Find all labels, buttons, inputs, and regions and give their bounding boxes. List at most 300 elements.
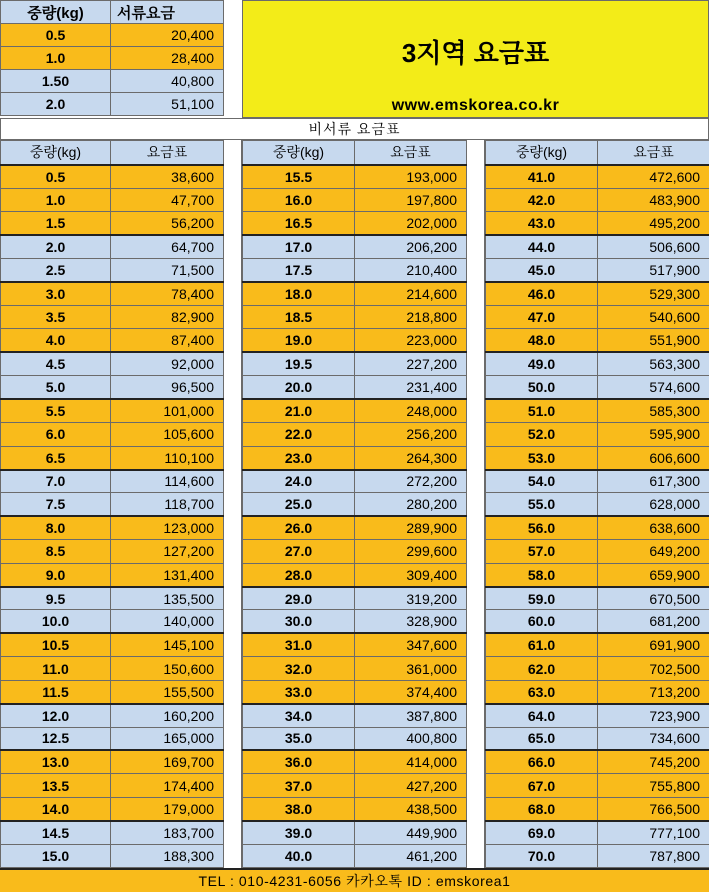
price-cell: 319,200 bbox=[355, 587, 467, 610]
weight-cell: 25.0 bbox=[243, 493, 355, 516]
table-row bbox=[243, 399, 467, 423]
price-cell: 92,000 bbox=[111, 352, 224, 375]
price-cell: 506,600 bbox=[598, 235, 709, 258]
table-row bbox=[486, 188, 709, 212]
weight-cell: 5.5 bbox=[1, 399, 111, 423]
table-row bbox=[486, 493, 709, 516]
table-row bbox=[1, 282, 224, 306]
table-row bbox=[486, 399, 709, 423]
table-row bbox=[1, 774, 224, 798]
price-cell: 374,400 bbox=[355, 680, 467, 704]
table-row bbox=[243, 422, 467, 446]
weight-cell: 5.0 bbox=[1, 376, 111, 399]
weight-cell: 38.0 bbox=[243, 797, 355, 821]
price-cell: 169,700 bbox=[111, 750, 224, 774]
page-title: 3지역 요금표 bbox=[401, 38, 550, 68]
price-cell: 264,300 bbox=[355, 446, 467, 470]
price-cell: 681,200 bbox=[598, 610, 709, 633]
price-cell: 160,200 bbox=[111, 704, 224, 727]
weight-cell: 70.0 bbox=[486, 844, 598, 867]
weight-cell: 9.5 bbox=[1, 587, 111, 610]
table-header-row bbox=[1, 141, 224, 165]
price-cell: 155,500 bbox=[111, 680, 224, 704]
weight-cell: 17.0 bbox=[243, 235, 355, 258]
price-header: 서류요금 bbox=[111, 1, 224, 24]
price-cell: 745,200 bbox=[598, 750, 709, 774]
price-cell: 400,800 bbox=[355, 727, 467, 750]
table-row bbox=[486, 587, 709, 610]
price-cell: 28,400 bbox=[111, 47, 224, 70]
weight-cell: 3.0 bbox=[1, 282, 111, 306]
price-cell: 540,600 bbox=[598, 305, 709, 329]
weight-cell: 66.0 bbox=[486, 750, 598, 774]
table-row bbox=[243, 329, 467, 353]
price-cell: 101,000 bbox=[111, 399, 224, 423]
table-row bbox=[243, 282, 467, 306]
table-header-row bbox=[1, 1, 224, 24]
weight-cell: 42.0 bbox=[486, 188, 598, 212]
weight-cell: 31.0 bbox=[243, 633, 355, 657]
weight-cell: 23.0 bbox=[243, 446, 355, 470]
price-cell: 82,900 bbox=[111, 305, 224, 329]
price-cell: 78,400 bbox=[111, 282, 224, 306]
price-cell: 755,800 bbox=[598, 774, 709, 798]
weight-cell: 13.5 bbox=[1, 774, 111, 798]
price-cell: 585,300 bbox=[598, 399, 709, 423]
table-row bbox=[243, 376, 467, 399]
weight-cell: 6.0 bbox=[1, 422, 111, 446]
table-row bbox=[243, 188, 467, 212]
weight-cell: 44.0 bbox=[486, 235, 598, 258]
weight-cell: 54.0 bbox=[486, 470, 598, 493]
table-row bbox=[243, 774, 467, 798]
weight-cell: 1.50 bbox=[1, 70, 111, 93]
price-cell: 723,900 bbox=[598, 704, 709, 727]
weight-cell: 48.0 bbox=[486, 329, 598, 353]
weight-cell: 27.0 bbox=[243, 540, 355, 564]
weight-cell: 8.0 bbox=[1, 516, 111, 540]
weight-cell: 29.0 bbox=[243, 587, 355, 610]
weight-cell: 59.0 bbox=[486, 587, 598, 610]
weight-cell: 55.0 bbox=[486, 493, 598, 516]
weight-cell: 18.5 bbox=[243, 305, 355, 329]
price-header: 요금표 bbox=[111, 141, 224, 165]
rate-table-1 bbox=[0, 140, 224, 868]
weight-cell: 39.0 bbox=[243, 821, 355, 844]
price-cell: 272,200 bbox=[355, 470, 467, 493]
weight-header: 중량(kg) bbox=[1, 141, 111, 165]
price-cell: 670,500 bbox=[598, 587, 709, 610]
price-cell: 734,600 bbox=[598, 727, 709, 750]
price-cell: 299,600 bbox=[355, 540, 467, 564]
table-row bbox=[486, 727, 709, 750]
weight-cell: 1.5 bbox=[1, 212, 111, 236]
price-header: 요금표 bbox=[355, 141, 467, 165]
price-cell: 183,700 bbox=[111, 821, 224, 844]
weight-cell: 19.5 bbox=[243, 352, 355, 375]
price-cell: 51,100 bbox=[111, 93, 224, 116]
price-cell: 472,600 bbox=[598, 165, 709, 189]
table-row bbox=[486, 516, 709, 540]
price-cell: 165,000 bbox=[111, 727, 224, 750]
weight-cell: 18.0 bbox=[243, 282, 355, 306]
price-cell: 574,600 bbox=[598, 376, 709, 399]
weight-cell: 35.0 bbox=[243, 727, 355, 750]
price-cell: 131,400 bbox=[111, 563, 224, 587]
price-cell: 309,400 bbox=[355, 563, 467, 587]
weight-cell: 19.0 bbox=[243, 329, 355, 353]
table-row bbox=[486, 540, 709, 564]
price-cell: 174,400 bbox=[111, 774, 224, 798]
table-row bbox=[486, 657, 709, 681]
table-row bbox=[486, 610, 709, 633]
price-cell: 218,800 bbox=[355, 305, 467, 329]
table-row bbox=[1, 93, 224, 116]
table-row bbox=[486, 774, 709, 798]
table-row bbox=[486, 376, 709, 399]
weight-cell: 49.0 bbox=[486, 352, 598, 375]
weight-cell: 1.0 bbox=[1, 188, 111, 212]
price-cell: 328,900 bbox=[355, 610, 467, 633]
price-cell: 202,000 bbox=[355, 212, 467, 236]
table-row bbox=[1, 235, 224, 258]
price-cell: 47,700 bbox=[111, 188, 224, 212]
table-row bbox=[243, 165, 467, 189]
table-row bbox=[243, 750, 467, 774]
table-row bbox=[486, 258, 709, 281]
table-row bbox=[1, 165, 224, 189]
price-cell: 461,200 bbox=[355, 844, 467, 867]
weight-header: 중량(kg) bbox=[486, 141, 598, 165]
price-cell: 495,200 bbox=[598, 212, 709, 236]
weight-cell: 7.5 bbox=[1, 493, 111, 516]
weight-cell: 4.0 bbox=[1, 329, 111, 353]
table-row bbox=[1, 587, 224, 610]
table-row bbox=[1, 446, 224, 470]
price-cell: 179,000 bbox=[111, 797, 224, 821]
table-row bbox=[243, 212, 467, 236]
table-row bbox=[486, 446, 709, 470]
table-row bbox=[486, 165, 709, 189]
table-row bbox=[243, 235, 467, 258]
weight-cell: 13.0 bbox=[1, 750, 111, 774]
rate-table-3 bbox=[485, 140, 709, 868]
table-row bbox=[1, 727, 224, 750]
price-cell: 414,000 bbox=[355, 750, 467, 774]
table-row bbox=[1, 212, 224, 236]
table-row bbox=[243, 657, 467, 681]
table-row bbox=[243, 563, 467, 587]
price-cell: 529,300 bbox=[598, 282, 709, 306]
weight-cell: 2.5 bbox=[1, 258, 111, 281]
weight-cell: 51.0 bbox=[486, 399, 598, 423]
price-cell: 248,000 bbox=[355, 399, 467, 423]
table-row bbox=[1, 352, 224, 375]
table-row bbox=[486, 305, 709, 329]
table-row bbox=[1, 470, 224, 493]
website-url: www.emskorea.co.kr bbox=[391, 97, 560, 114]
weight-cell: 11.5 bbox=[1, 680, 111, 704]
weight-cell: 61.0 bbox=[486, 633, 598, 657]
price-cell: 606,600 bbox=[598, 446, 709, 470]
weight-cell: 52.0 bbox=[486, 422, 598, 446]
price-cell: 71,500 bbox=[111, 258, 224, 281]
weight-cell: 1.0 bbox=[1, 47, 111, 70]
table-row bbox=[1, 422, 224, 446]
price-cell: 40,800 bbox=[111, 70, 224, 93]
price-cell: 691,900 bbox=[598, 633, 709, 657]
table-header-row bbox=[486, 141, 709, 165]
weight-cell: 0.5 bbox=[1, 165, 111, 189]
table-row bbox=[243, 821, 467, 844]
table-row bbox=[243, 844, 467, 867]
weight-cell: 36.0 bbox=[243, 750, 355, 774]
table-row bbox=[1, 750, 224, 774]
weight-cell: 8.5 bbox=[1, 540, 111, 564]
table-row bbox=[243, 352, 467, 375]
weight-cell: 26.0 bbox=[243, 516, 355, 540]
price-cell: 193,000 bbox=[355, 165, 467, 189]
price-cell: 123,000 bbox=[111, 516, 224, 540]
table-row bbox=[1, 493, 224, 516]
table-row bbox=[486, 352, 709, 375]
price-cell: 766,500 bbox=[598, 797, 709, 821]
price-cell: 517,900 bbox=[598, 258, 709, 281]
price-cell: 150,600 bbox=[111, 657, 224, 681]
weight-cell: 10.5 bbox=[1, 633, 111, 657]
weight-cell: 45.0 bbox=[486, 258, 598, 281]
table-header-row bbox=[243, 141, 467, 165]
weight-cell: 41.0 bbox=[486, 165, 598, 189]
table-row bbox=[1, 329, 224, 353]
table-row bbox=[243, 305, 467, 329]
table-row bbox=[1, 258, 224, 281]
weight-cell: 34.0 bbox=[243, 704, 355, 727]
weight-cell: 50.0 bbox=[486, 376, 598, 399]
table-row bbox=[486, 633, 709, 657]
table-row bbox=[486, 844, 709, 867]
table-row bbox=[243, 540, 467, 564]
price-cell: 483,900 bbox=[598, 188, 709, 212]
price-cell: 56,200 bbox=[111, 212, 224, 236]
weight-cell: 56.0 bbox=[486, 516, 598, 540]
price-cell: 188,300 bbox=[111, 844, 224, 867]
weight-cell: 20.0 bbox=[243, 376, 355, 399]
table-row bbox=[1, 24, 224, 47]
weight-cell: 32.0 bbox=[243, 657, 355, 681]
weight-cell: 43.0 bbox=[486, 212, 598, 236]
price-cell: 638,600 bbox=[598, 516, 709, 540]
table-row bbox=[243, 680, 467, 704]
table-row bbox=[486, 212, 709, 236]
weight-cell: 47.0 bbox=[486, 305, 598, 329]
price-cell: 649,200 bbox=[598, 540, 709, 564]
table-row bbox=[486, 797, 709, 821]
weight-cell: 14.5 bbox=[1, 821, 111, 844]
weight-cell: 0.5 bbox=[1, 24, 111, 47]
weight-cell: 46.0 bbox=[486, 282, 598, 306]
weight-cell: 67.0 bbox=[486, 774, 598, 798]
table-row bbox=[1, 680, 224, 704]
table-row bbox=[486, 563, 709, 587]
title-banner bbox=[242, 0, 709, 118]
table-row bbox=[486, 235, 709, 258]
weight-header: 중량(kg) bbox=[243, 141, 355, 165]
price-cell: 289,900 bbox=[355, 516, 467, 540]
price-cell: 214,600 bbox=[355, 282, 467, 306]
table-row bbox=[486, 704, 709, 727]
price-cell: 197,800 bbox=[355, 188, 467, 212]
table-row bbox=[243, 493, 467, 516]
table-row bbox=[1, 704, 224, 727]
price-cell: 105,600 bbox=[111, 422, 224, 446]
price-cell: 38,600 bbox=[111, 165, 224, 189]
weight-cell: 37.0 bbox=[243, 774, 355, 798]
weight-cell: 64.0 bbox=[486, 704, 598, 727]
table-row bbox=[243, 633, 467, 657]
price-cell: 140,000 bbox=[111, 610, 224, 633]
table-row bbox=[1, 610, 224, 633]
weight-cell: 11.0 bbox=[1, 657, 111, 681]
document-rate-table bbox=[0, 0, 224, 116]
column-divider bbox=[466, 140, 485, 868]
price-cell: 387,800 bbox=[355, 704, 467, 727]
price-cell: 114,600 bbox=[111, 470, 224, 493]
weight-cell: 17.5 bbox=[243, 258, 355, 281]
price-cell: 777,100 bbox=[598, 821, 709, 844]
weight-cell: 24.0 bbox=[243, 470, 355, 493]
weight-cell: 21.0 bbox=[243, 399, 355, 423]
price-cell: 280,200 bbox=[355, 493, 467, 516]
table-row bbox=[1, 540, 224, 564]
weight-cell: 68.0 bbox=[486, 797, 598, 821]
contact-footer: TEL : 010-4231-6056 카카오톡 ID : emskorea1 bbox=[0, 868, 709, 892]
table-row bbox=[1, 188, 224, 212]
table-row bbox=[486, 470, 709, 493]
weight-cell: 15.5 bbox=[243, 165, 355, 189]
weight-cell: 30.0 bbox=[243, 610, 355, 633]
table-row bbox=[1, 797, 224, 821]
table-row bbox=[486, 422, 709, 446]
table-row bbox=[1, 821, 224, 844]
weight-cell: 60.0 bbox=[486, 610, 598, 633]
price-cell: 787,800 bbox=[598, 844, 709, 867]
price-cell: 449,900 bbox=[355, 821, 467, 844]
weight-cell: 62.0 bbox=[486, 657, 598, 681]
weight-cell: 16.5 bbox=[243, 212, 355, 236]
weight-cell: 16.0 bbox=[243, 188, 355, 212]
price-cell: 20,400 bbox=[111, 24, 224, 47]
price-cell: 702,500 bbox=[598, 657, 709, 681]
table-row bbox=[486, 282, 709, 306]
weight-cell: 57.0 bbox=[486, 540, 598, 564]
table-row bbox=[243, 516, 467, 540]
weight-cell: 15.0 bbox=[1, 844, 111, 867]
weight-cell: 58.0 bbox=[486, 563, 598, 587]
weight-cell: 28.0 bbox=[243, 563, 355, 587]
table-row bbox=[1, 376, 224, 399]
table-row bbox=[243, 258, 467, 281]
price-cell: 96,500 bbox=[111, 376, 224, 399]
price-cell: 110,100 bbox=[111, 446, 224, 470]
weight-cell: 65.0 bbox=[486, 727, 598, 750]
weight-cell: 2.0 bbox=[1, 235, 111, 258]
table-row bbox=[1, 47, 224, 70]
weight-cell: 3.5 bbox=[1, 305, 111, 329]
table-row bbox=[1, 633, 224, 657]
weight-cell: 6.5 bbox=[1, 446, 111, 470]
price-cell: 210,400 bbox=[355, 258, 467, 281]
price-cell: 361,000 bbox=[355, 657, 467, 681]
table-row bbox=[1, 70, 224, 93]
table-row bbox=[243, 704, 467, 727]
weight-cell: 10.0 bbox=[1, 610, 111, 633]
weight-cell: 53.0 bbox=[486, 446, 598, 470]
price-cell: 127,200 bbox=[111, 540, 224, 564]
price-cell: 438,500 bbox=[355, 797, 467, 821]
weight-cell: 12.0 bbox=[1, 704, 111, 727]
price-cell: 551,900 bbox=[598, 329, 709, 353]
table-row bbox=[243, 797, 467, 821]
price-cell: 713,200 bbox=[598, 680, 709, 704]
weight-header: 중량(kg) bbox=[1, 1, 111, 24]
price-cell: 135,500 bbox=[111, 587, 224, 610]
table-row bbox=[1, 563, 224, 587]
weight-cell: 7.0 bbox=[1, 470, 111, 493]
table-row bbox=[486, 821, 709, 844]
weight-cell: 2.0 bbox=[1, 93, 111, 116]
price-cell: 256,200 bbox=[355, 422, 467, 446]
price-cell: 563,300 bbox=[598, 352, 709, 375]
price-cell: 206,200 bbox=[355, 235, 467, 258]
table-row bbox=[1, 844, 224, 867]
price-cell: 617,300 bbox=[598, 470, 709, 493]
table-row bbox=[486, 329, 709, 353]
price-cell: 659,900 bbox=[598, 563, 709, 587]
price-cell: 64,700 bbox=[111, 235, 224, 258]
weight-cell: 4.5 bbox=[1, 352, 111, 375]
table-row bbox=[1, 516, 224, 540]
price-cell: 595,900 bbox=[598, 422, 709, 446]
weight-cell: 33.0 bbox=[243, 680, 355, 704]
table-row bbox=[1, 305, 224, 329]
price-cell: 628,000 bbox=[598, 493, 709, 516]
table-row bbox=[243, 470, 467, 493]
weight-cell: 22.0 bbox=[243, 422, 355, 446]
price-cell: 227,200 bbox=[355, 352, 467, 375]
table-row bbox=[1, 399, 224, 423]
weight-cell: 40.0 bbox=[243, 844, 355, 867]
price-header: 요금표 bbox=[598, 141, 709, 165]
weight-cell: 9.0 bbox=[1, 563, 111, 587]
table-row bbox=[243, 610, 467, 633]
table-row bbox=[486, 750, 709, 774]
price-cell: 427,200 bbox=[355, 774, 467, 798]
price-cell: 118,700 bbox=[111, 493, 224, 516]
table-row bbox=[243, 727, 467, 750]
weight-cell: 63.0 bbox=[486, 680, 598, 704]
section-subtitle: 비서류 요금표 bbox=[0, 118, 709, 140]
table-row bbox=[243, 587, 467, 610]
column-divider bbox=[223, 140, 242, 868]
weight-cell: 12.5 bbox=[1, 727, 111, 750]
price-cell: 231,400 bbox=[355, 376, 467, 399]
table-row bbox=[1, 657, 224, 681]
price-cell: 347,600 bbox=[355, 633, 467, 657]
price-cell: 87,400 bbox=[111, 329, 224, 353]
weight-cell: 69.0 bbox=[486, 821, 598, 844]
price-cell: 223,000 bbox=[355, 329, 467, 353]
